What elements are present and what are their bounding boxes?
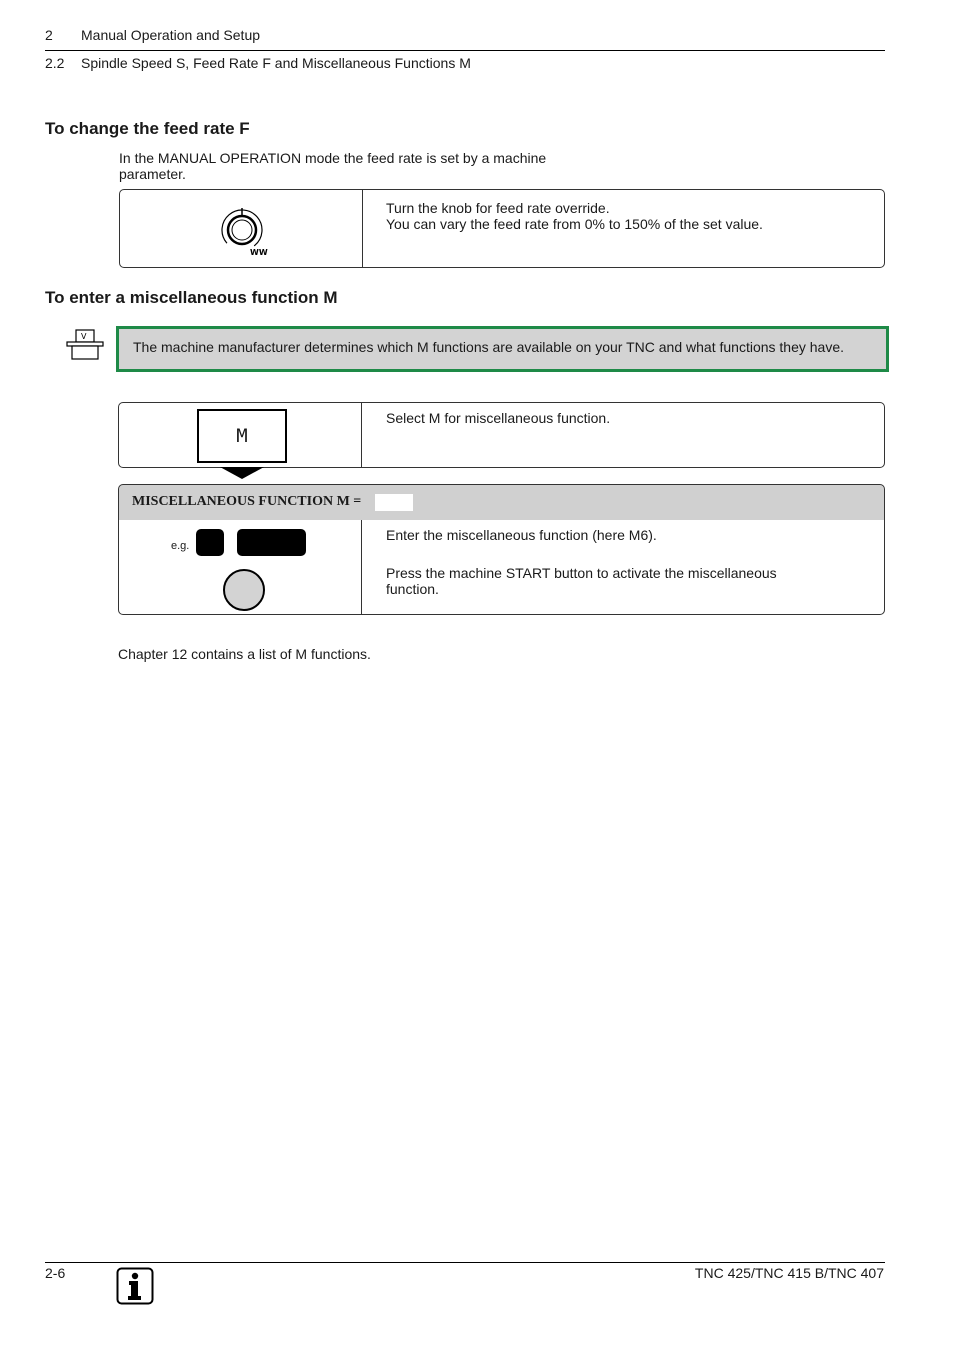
section-number: 2.2 — [45, 55, 65, 71]
machine-start-button[interactable] — [223, 569, 265, 611]
svg-text:WW: WW — [250, 248, 268, 257]
product-name: TNC 425/TNC 415 B/TNC 407 — [694, 1265, 884, 1281]
footer-rule — [45, 1262, 885, 1263]
arrow-down-icon — [220, 467, 264, 480]
chapter-number: 2 — [45, 27, 53, 43]
feed-rate-heading: To change the feed rate F — [45, 119, 250, 138]
info-icon — [116, 1267, 154, 1305]
machine-manufacturer-icon — [66, 328, 104, 362]
start-step-line1: Press the machine START button to activate the miscellaneous — [386, 565, 777, 581]
m-number-input[interactable] — [375, 494, 413, 511]
chapter-reference: Chapter 12 contains a list of M functions. — [118, 646, 371, 662]
section-title: Spindle Speed S, Feed Rate F and Miscellaneous Functions M — [81, 55, 471, 71]
dialog-label: MISCELLANEOUS FUNCTION M = — [132, 494, 362, 509]
m-key-button[interactable]: M — [197, 409, 287, 463]
header-rule — [45, 50, 885, 51]
enter-m-text: Enter the miscellaneous function (here M6). — [386, 527, 657, 543]
digit-6-key[interactable] — [196, 529, 224, 556]
feed-rate-intro-line2: parameter. — [119, 166, 186, 182]
svg-text:V: V — [81, 332, 87, 341]
chapter-title: Manual Operation and Setup — [81, 27, 261, 43]
feed-override-knob-icon — [218, 206, 274, 258]
select-m-text: Select M for miscellaneous function. — [386, 410, 611, 426]
ent-key[interactable] — [237, 529, 306, 556]
column-divider — [362, 190, 363, 267]
feed-step-line1: Turn the knob for feed rate override. — [386, 200, 610, 216]
start-step-line2: function. — [386, 581, 439, 597]
feed-rate-intro-line1: In the MANUAL OPERATION mode the feed rate is set by a machine — [119, 150, 547, 166]
column-divider — [361, 403, 362, 467]
misc-function-heading: To enter a miscellaneous function M — [45, 288, 338, 307]
manufacturer-note-text: The machine manufacturer determines which M functions are available on your TNC and what functions they have. — [133, 339, 844, 355]
manufacturer-note — [116, 326, 889, 372]
feed-step-line2: You can vary the feed rate from 0% to 150% of the set value. — [386, 216, 763, 232]
dialog-line — [118, 484, 885, 521]
column-divider — [361, 520, 362, 614]
feed-rate-step-table — [119, 189, 885, 268]
page-number: 2-6 — [45, 1265, 66, 1281]
eg-label: e.g. — [171, 540, 190, 552]
